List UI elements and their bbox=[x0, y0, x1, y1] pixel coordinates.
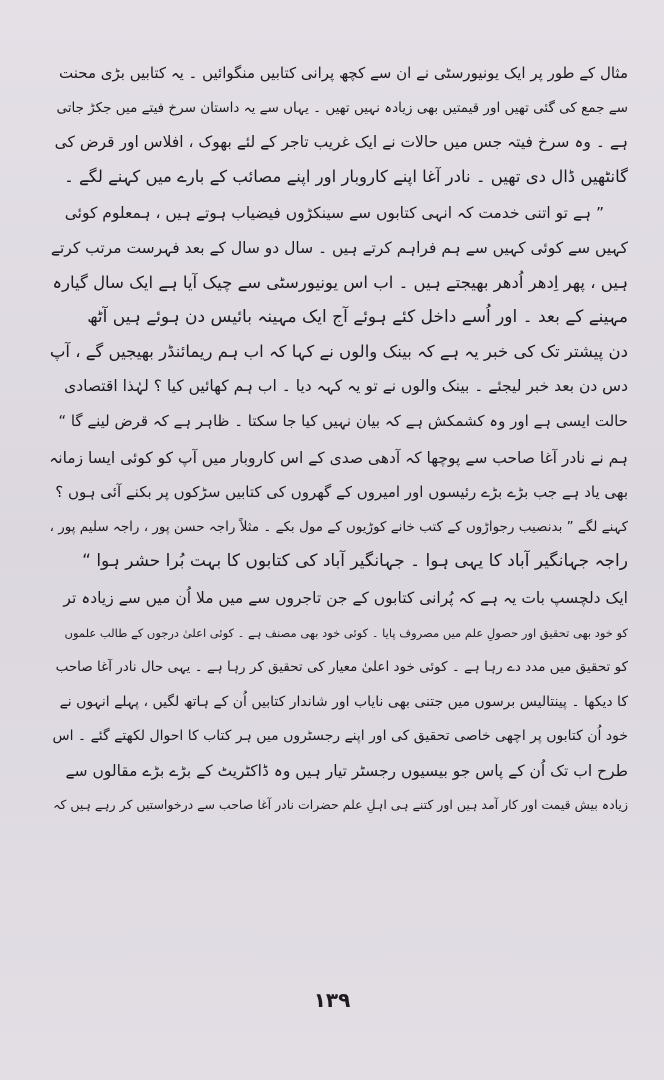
text-line: گانٹھیں ڈال دی تھیں ۔ نادر آغا اپنے کاروبار اور اپنے مصائب کے بارے میں کہنے لگے ۔ bbox=[64, 166, 628, 186]
text-line: دن پیشتر تک کی خبر یہ ہے کہ بینک والوں نے کہا کہ اب ہم ریمائنڈر بھیجیں گے ، آپ bbox=[49, 341, 628, 361]
text-line: طرح اب تک اُن کے پاس جو بیسیوں رجسٹر تیار ہیں وہ ڈاکٹریٹ کے بڑے بڑے مقالوں سے bbox=[65, 761, 628, 780]
text-line: کو تحقیق میں مدد دے رہا ہے ۔ کوئی خود اعلیٰ معیار کی تحقیق کر رہا ہے ۔ یہی حال نادر آغا صاحب bbox=[55, 659, 628, 676]
text-line: خود اُن کتابوں پر اچھی خاصی تحقیق کی اور اپنے رجسٹروں میں ہر کتاب کا احوال لکھتے گئے ۔ اس bbox=[52, 728, 628, 745]
text-line: کہنے لگے ” بدنصیب رجواڑوں کے کتب خانے کوڑیوں کے مول بکے ۔ مثلاً راجہ حسن پور ، راجہ سلیم پور ، bbox=[49, 518, 628, 535]
text-line: کو خود بھی تحقیق اور حصولِ علم میں مصروف پایا ۔ کوئی خود بھی مصنف ہے ۔ کوئی اعلیٰ درجوں کے طالب علموں bbox=[64, 625, 628, 640]
page-number: ۱۳۹ bbox=[313, 988, 351, 1012]
paragraph-2-quote bbox=[48, 196, 628, 438]
text-line: بھی یاد ہے جب بڑے بڑے رئیسوں اور امیروں کے گھروں کی کتابیں سڑکوں پر بکنے آئی ہوں ؟ bbox=[55, 483, 628, 502]
paragraph-3 bbox=[48, 441, 628, 579]
text-line: ہے ۔ وہ سرخ فیتہ جس میں حالات نے ایک غریب تاجر کے لئے بھوک ، افلاس اور قرض کی bbox=[54, 133, 628, 152]
paragraph-1 bbox=[48, 56, 628, 194]
text-line: ہم نے نادر آغا صاحب سے پوچھا کہ آدھی صدی کے اس کاروبار میں آپ کو کوئی ایسا زمانہ bbox=[49, 448, 628, 467]
paragraph-4 bbox=[48, 581, 628, 823]
text-line: مہینے کے بعد ۔ اور اُسے داخل کئے ہوئے آج ایک مہینہ بائیس دن ہوئے ہیں آٹھ bbox=[87, 307, 628, 328]
text-line: دس دن بعد خبر لیجئے ۔ بینک والوں نے تو یہ کہہ دیا ۔ اب ہم کھائیں کیا ؟ لہٰذا اقتصادی bbox=[64, 377, 628, 396]
text-line: سے جمع کی گئی تھیں اور قیمتیں بھی زیادہ نہیں تھیں ۔ یہاں سے یہ داستان سرخ فیتے میں جکڑ جاتی bbox=[56, 99, 628, 116]
text-line: کا دیکھا ۔ پینتالیس برسوں میں جتنی بھی نایاب اور شاندار کتابیں اُن کے ہاتھ لگیں ، پہلے انہوں نے bbox=[59, 693, 628, 710]
text-line: ” ہے تو اتنی خدمت کہ انہی کتابوں سے سینکڑوں فیضیاب ہوتے ہیں ، ہمعلوم کوئی bbox=[64, 204, 604, 223]
text-line: ہیں ، پھر اِدھر اُدھر بھیجتے ہیں ۔ اب اس یونیورسٹی سے چیک آیا ہے ایک سال گیارہ bbox=[52, 272, 628, 292]
body-text bbox=[48, 56, 628, 825]
text-line: زیادہ بیش قیمت اور کار آمد ہیں اور کتنے ہی اہلِ علم حضرات نادر آغا صاحب سے درخواستیں کر رہے ہیں کہ bbox=[53, 797, 628, 813]
text-line: راجہ جہانگیر آباد کا یہی ہوا ۔ جہانگیر آباد کی کتابوں کا بہت بُرا حشر ہوا “ bbox=[82, 551, 628, 572]
text-line: کہیں سے کوئی کہیں سے ہم فراہم کرتے ہیں ۔ سال دو سال کے بعد فہرست مرتب کرتے bbox=[50, 238, 628, 257]
text-line: ایک دلچسپ بات یہ ہے کہ پُرانی کتابوں کے جن تاجروں سے میں ملا اُن میں سے زیادہ تر bbox=[63, 588, 628, 607]
text-line: حالت ایسی ہے اور وہ کشمکش ہے کہ بیان نہیں کیا جا سکتا ۔ ظاہر ہے کہ قرض لینے گا “ bbox=[58, 411, 628, 430]
text-line: مثال کے طور پر ایک یونیورسٹی نے ان سے کچھ پرانی کتابیں منگوائیں ۔ یہ کتابیں بڑی محنت bbox=[59, 64, 628, 82]
